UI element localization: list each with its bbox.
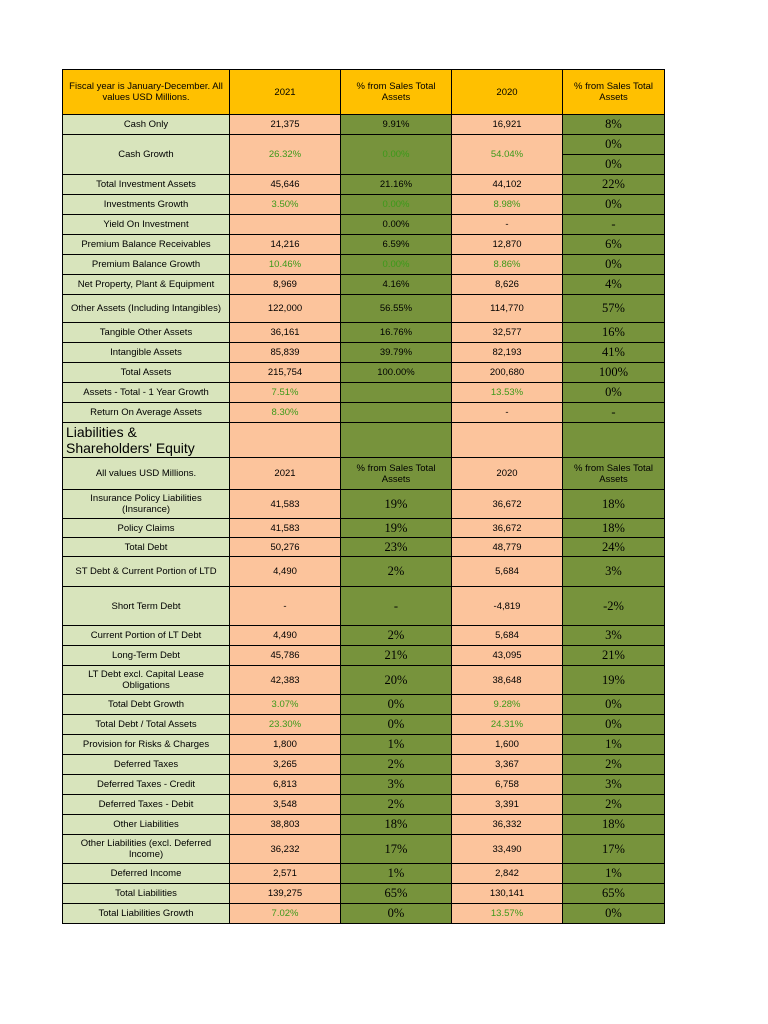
value-2021: 122,000 xyxy=(230,295,341,323)
row-label: Long-Term Debt xyxy=(63,646,230,666)
row-label: Assets - Total - 1 Year Growth xyxy=(63,383,230,403)
table-row xyxy=(63,815,665,835)
table-row xyxy=(63,666,665,695)
value-2021: 50,276 xyxy=(230,538,341,557)
row-label: Deferred Taxes - Credit xyxy=(63,775,230,795)
value-2020: 3,391 xyxy=(452,795,563,815)
row-label: Total Debt Growth xyxy=(63,695,230,715)
value-2020: 82,193 xyxy=(452,343,563,363)
value-2020: 13.57% xyxy=(452,904,563,924)
value-2021: 139,275 xyxy=(230,884,341,904)
value-2020: 114,770 xyxy=(452,295,563,323)
pct-2021: 19% xyxy=(341,490,452,519)
table-row xyxy=(63,904,665,924)
value-2021: 41,583 xyxy=(230,519,341,538)
pct-2021: - xyxy=(341,587,452,626)
table-row xyxy=(63,403,665,423)
table-row xyxy=(63,235,665,255)
table-row xyxy=(63,115,665,135)
row-label: Total Assets xyxy=(63,363,230,383)
row-label: ST Debt & Current Portion of LTD xyxy=(63,557,230,587)
row-label: Intangible Assets xyxy=(63,343,230,363)
pct-2021: 0% xyxy=(341,715,452,735)
pct-2020: 3% xyxy=(563,626,665,646)
pct-2021: 6.59% xyxy=(341,235,452,255)
pct-2020: 2% xyxy=(563,795,665,815)
value-2021: 38,803 xyxy=(230,815,341,835)
header-label: Fiscal year is January-December. All values USD Millions. xyxy=(63,70,230,115)
row-label: Total Debt / Total Assets xyxy=(63,715,230,735)
row-label: Premium Balance Growth xyxy=(63,255,230,275)
value-2020: - xyxy=(452,215,563,235)
header-pct-2021: % from Sales Total Assets xyxy=(341,70,452,115)
pct-2020: 0% xyxy=(563,383,665,403)
table-row xyxy=(63,795,665,815)
pct-2021: 2% xyxy=(341,795,452,815)
section-blank xyxy=(563,423,665,458)
pct-2021: 0.00% xyxy=(341,255,452,275)
value-2021: 85,839 xyxy=(230,343,341,363)
value-2021: 45,646 xyxy=(230,175,341,195)
value-2020: 16,921 xyxy=(452,115,563,135)
pct-2020: - xyxy=(563,215,665,235)
pct-2020: 22% xyxy=(563,175,665,195)
value-2020: 130,141 xyxy=(452,884,563,904)
table-row xyxy=(63,884,665,904)
table-row xyxy=(63,323,665,343)
value-2020: 8.86% xyxy=(452,255,563,275)
value-2020: -4,819 xyxy=(452,587,563,626)
pct-2020: 19% xyxy=(563,666,665,695)
pct-2021: 56.55% xyxy=(341,295,452,323)
value-2021: 10.46% xyxy=(230,255,341,275)
pct-2021: 21% xyxy=(341,646,452,666)
pct-2021: 17% xyxy=(341,835,452,864)
row-label: Policy Claims xyxy=(63,519,230,538)
value-2020: 32,577 xyxy=(452,323,563,343)
pct-2021: 21.16% xyxy=(341,175,452,195)
table-row xyxy=(63,295,665,323)
value-2021: 4,490 xyxy=(230,557,341,587)
table-row xyxy=(63,587,665,626)
pct-2021: 1% xyxy=(341,735,452,755)
pct-2020: 8% xyxy=(563,115,665,135)
value-2020: 36,332 xyxy=(452,815,563,835)
liab-header-label: All values USD Millions. xyxy=(63,458,230,490)
value-2020: 3,367 xyxy=(452,755,563,775)
pct-2020: 18% xyxy=(563,519,665,538)
pct-2020: 16% xyxy=(563,323,665,343)
row-label: Yield On Investment xyxy=(63,215,230,235)
value-2021: 3.07% xyxy=(230,695,341,715)
pct-2020: 0% xyxy=(563,135,665,155)
pct-2020: 21% xyxy=(563,646,665,666)
header-2021: 2021 xyxy=(230,70,341,115)
table-row xyxy=(63,519,665,538)
value-2021: 14,216 xyxy=(230,235,341,255)
value-2021: 215,754 xyxy=(230,363,341,383)
pct-2020: 24% xyxy=(563,538,665,557)
pct-2020: 41% xyxy=(563,343,665,363)
pct-2021: 20% xyxy=(341,666,452,695)
value-2021: 41,583 xyxy=(230,490,341,519)
value-2020: 48,779 xyxy=(452,538,563,557)
row-label: Other Liabilities xyxy=(63,815,230,835)
pct-2021: 65% xyxy=(341,884,452,904)
value-2021: 3,265 xyxy=(230,755,341,775)
header-2020: 2020 xyxy=(452,70,563,115)
table-row xyxy=(63,646,665,666)
table-row xyxy=(63,255,665,275)
value-2020: 6,758 xyxy=(452,775,563,795)
pct-2020: 6% xyxy=(563,235,665,255)
pct-2020: 0% xyxy=(563,195,665,215)
row-label: LT Debt excl. Capital Lease Obligations xyxy=(63,666,230,695)
value-2021: 26.32% xyxy=(230,135,341,175)
pct-2020: -2% xyxy=(563,587,665,626)
value-2020: 5,684 xyxy=(452,557,563,587)
table-row xyxy=(63,215,665,235)
row-label: Return On Average Assets xyxy=(63,403,230,423)
table-row xyxy=(63,755,665,775)
pct-2021: 4.16% xyxy=(341,275,452,295)
value-2021: 36,161 xyxy=(230,323,341,343)
value-2021: 45,786 xyxy=(230,646,341,666)
pct-2021: 0% xyxy=(341,904,452,924)
value-2020: 1,600 xyxy=(452,735,563,755)
pct-2021: 100.00% xyxy=(341,363,452,383)
pct-2020: 0% xyxy=(563,155,665,175)
liab-header-2020: 2020 xyxy=(452,458,563,490)
pct-2020: 3% xyxy=(563,557,665,587)
row-label: Short Term Debt xyxy=(63,587,230,626)
value-2020: 12,870 xyxy=(452,235,563,255)
pct-2020: 0% xyxy=(563,715,665,735)
value-2020: 44,102 xyxy=(452,175,563,195)
pct-2021: 9.91% xyxy=(341,115,452,135)
table-row xyxy=(63,363,665,383)
row-label: Tangible Other Assets xyxy=(63,323,230,343)
row-label: Deferred Taxes - Debit xyxy=(63,795,230,815)
pct-2021: 23% xyxy=(341,538,452,557)
value-2021: 8.30% xyxy=(230,403,341,423)
table-row xyxy=(63,715,665,735)
value-2020: 9.28% xyxy=(452,695,563,715)
pct-2020: 18% xyxy=(563,815,665,835)
pct-2021 xyxy=(341,383,452,403)
value-2020: 36,672 xyxy=(452,519,563,538)
value-2020: 2,842 xyxy=(452,864,563,884)
pct-2021: 19% xyxy=(341,519,452,538)
value-2020: - xyxy=(452,403,563,423)
section-title: Liabilities & Shareholders' Equity xyxy=(63,423,230,458)
value-2021: 23.30% xyxy=(230,715,341,735)
pct-2020: 4% xyxy=(563,275,665,295)
pct-2020: 2% xyxy=(563,755,665,775)
table-row xyxy=(63,695,665,715)
value-2020: 200,680 xyxy=(452,363,563,383)
table-row xyxy=(63,835,665,864)
header-pct-2020: % from Sales Total Assets xyxy=(563,70,665,115)
pct-2021: 2% xyxy=(341,557,452,587)
financial-table xyxy=(62,69,665,924)
pct-2021 xyxy=(341,403,452,423)
table-row xyxy=(63,383,665,403)
row-label: Other Liabilities (excl. Deferred Income) xyxy=(63,835,230,864)
value-2021: 8,969 xyxy=(230,275,341,295)
row-label: Total Investment Assets xyxy=(63,175,230,195)
row-label: Total Debt xyxy=(63,538,230,557)
value-2021: 7.51% xyxy=(230,383,341,403)
value-2021: - xyxy=(230,587,341,626)
value-2020: 8,626 xyxy=(452,275,563,295)
financial-table-body xyxy=(63,70,665,924)
liab-header-2021: 2021 xyxy=(230,458,341,490)
value-2020: 54.04% xyxy=(452,135,563,175)
table-row xyxy=(63,775,665,795)
table-row xyxy=(63,343,665,363)
table-row xyxy=(63,735,665,755)
value-2021: 21,375 xyxy=(230,115,341,135)
value-2020: 5,684 xyxy=(452,626,563,646)
section-blank xyxy=(341,423,452,458)
row-label: Deferred Income xyxy=(63,864,230,884)
value-2021: 36,232 xyxy=(230,835,341,864)
row-label: Provision for Risks & Charges xyxy=(63,735,230,755)
pct-2020: 0% xyxy=(563,255,665,275)
table-row xyxy=(63,538,665,557)
value-2020: 36,672 xyxy=(452,490,563,519)
pct-2021: 18% xyxy=(341,815,452,835)
pct-2020: - xyxy=(563,403,665,423)
value-2021: 4,490 xyxy=(230,626,341,646)
row-label: Insurance Policy Liabilities (Insurance) xyxy=(63,490,230,519)
table-row xyxy=(63,557,665,587)
value-2021 xyxy=(230,215,341,235)
value-2020: 38,648 xyxy=(452,666,563,695)
pct-2021: 2% xyxy=(341,755,452,775)
pct-2021: 39.79% xyxy=(341,343,452,363)
pct-2020: 65% xyxy=(563,884,665,904)
pct-2021: 16.76% xyxy=(341,323,452,343)
table-row xyxy=(63,275,665,295)
table-row xyxy=(63,135,665,155)
pct-2020: 1% xyxy=(563,735,665,755)
row-label: Investments Growth xyxy=(63,195,230,215)
table-row xyxy=(63,195,665,215)
pct-2020: 1% xyxy=(563,864,665,884)
table-row xyxy=(63,490,665,519)
table-row xyxy=(63,626,665,646)
pct-2021: 0.00% xyxy=(341,195,452,215)
row-label: Premium Balance Receivables xyxy=(63,235,230,255)
value-2021: 6,813 xyxy=(230,775,341,795)
value-2021: 42,383 xyxy=(230,666,341,695)
liabilities-header-row xyxy=(63,458,665,490)
section-blank xyxy=(230,423,341,458)
value-2020: 43,095 xyxy=(452,646,563,666)
pct-2021: 0% xyxy=(341,695,452,715)
pct-2021: 1% xyxy=(341,864,452,884)
row-label: Current Portion of LT Debt xyxy=(63,626,230,646)
pct-2021: 2% xyxy=(341,626,452,646)
row-label: Total Liabilities xyxy=(63,884,230,904)
liab-header-pct-2021: % from Sales Total Assets xyxy=(341,458,452,490)
pct-2021: 0.00% xyxy=(341,215,452,235)
value-2021: 3.50% xyxy=(230,195,341,215)
pct-2020: 0% xyxy=(563,904,665,924)
value-2021: 1,800 xyxy=(230,735,341,755)
value-2020: 24.31% xyxy=(452,715,563,735)
value-2021: 2,571 xyxy=(230,864,341,884)
pct-2020: 57% xyxy=(563,295,665,323)
value-2020: 33,490 xyxy=(452,835,563,864)
pct-2021: 0.00% xyxy=(341,135,452,175)
liab-header-pct-2020: % from Sales Total Assets xyxy=(563,458,665,490)
pct-2021: 3% xyxy=(341,775,452,795)
value-2021: 3,548 xyxy=(230,795,341,815)
pct-2020: 0% xyxy=(563,695,665,715)
pct-2020: 100% xyxy=(563,363,665,383)
row-label: Cash Growth xyxy=(63,135,230,175)
section-blank xyxy=(452,423,563,458)
row-label: Other Assets (Including Intangibles) xyxy=(63,295,230,323)
pct-2020: 3% xyxy=(563,775,665,795)
row-label: Total Liabilities Growth xyxy=(63,904,230,924)
value-2020: 13.53% xyxy=(452,383,563,403)
value-2021: 7.02% xyxy=(230,904,341,924)
row-label: Net Property, Plant & Equipment xyxy=(63,275,230,295)
row-label: Deferred Taxes xyxy=(63,755,230,775)
table-row xyxy=(63,175,665,195)
row-label: Cash Only xyxy=(63,115,230,135)
header-row xyxy=(63,70,665,115)
value-2020: 8.98% xyxy=(452,195,563,215)
section-title-row xyxy=(63,423,665,458)
pct-2020: 17% xyxy=(563,835,665,864)
table-row xyxy=(63,864,665,884)
pct-2020: 18% xyxy=(563,490,665,519)
